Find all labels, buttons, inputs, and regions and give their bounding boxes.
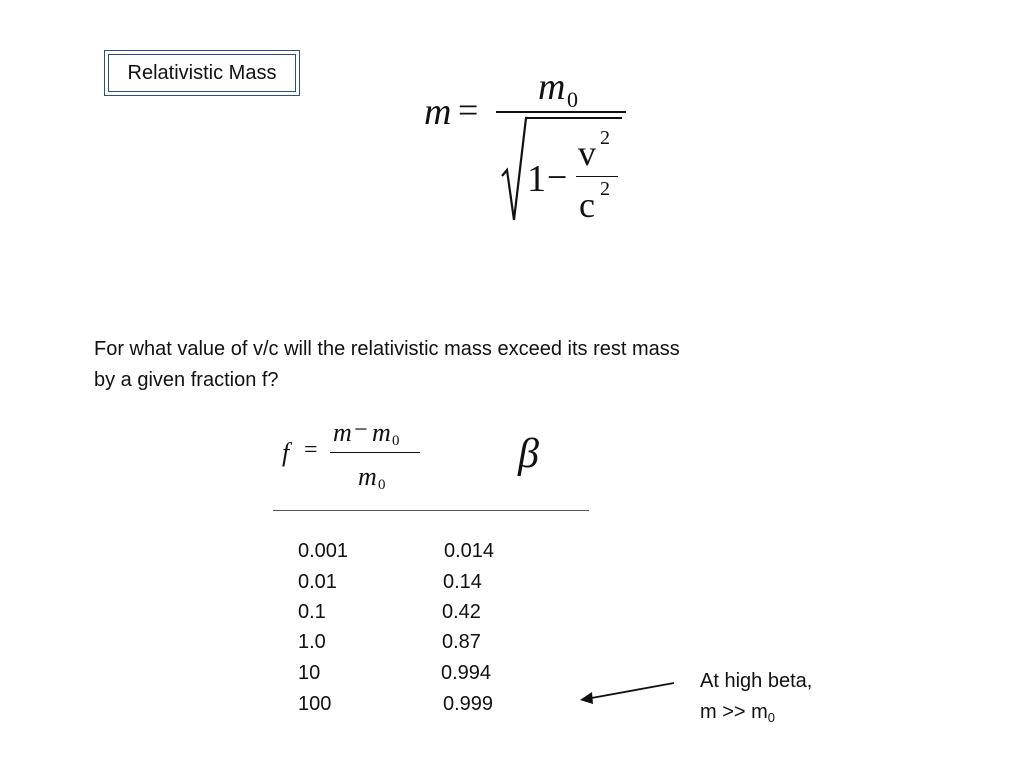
beta-symbol: β	[518, 431, 539, 477]
table-cell-f: 1.0	[298, 631, 326, 653]
note-line-1: At high beta,	[700, 670, 813, 692]
numerator-sub: 0	[567, 87, 578, 112]
note-line-2-sub: 0	[767, 710, 776, 725]
formula-lhs-m: m	[424, 91, 452, 133]
table-cell-beta: 0.14	[443, 571, 482, 593]
radicand-minus: −	[547, 157, 568, 197]
table-cell-beta: 0.87	[442, 631, 481, 653]
slide-title: Relativistic Mass	[108, 54, 296, 92]
num-m0: m	[372, 418, 391, 447]
num-minus: −	[354, 417, 368, 443]
note-line-2-main: m >> m	[700, 701, 768, 723]
table-cell-beta: 0.42	[442, 601, 481, 623]
table-cell-f: 0.001	[298, 540, 349, 562]
num-m: m	[333, 418, 352, 447]
table-cell-beta: 0.014	[444, 540, 495, 562]
high-beta-note	[700, 666, 812, 728]
arrow-icon	[574, 678, 684, 708]
radicand-one: 1	[527, 158, 546, 200]
c-exponent: 2	[600, 178, 610, 200]
f-equals: =	[304, 437, 318, 463]
formula-equals: =	[458, 90, 479, 130]
num-sub: 0	[392, 433, 400, 449]
numerator-m: m	[538, 66, 566, 108]
note-line-2	[700, 697, 812, 728]
question-line-2: by a given fraction f?	[94, 369, 279, 391]
table-cell-beta: 0.994	[441, 662, 492, 684]
v-symbol: v	[578, 133, 596, 173]
table-cell-f: 0.1	[298, 601, 326, 623]
table-cell-f: 0.01	[298, 571, 337, 593]
table-cell-f: 10	[298, 662, 321, 684]
v-exponent: 2	[600, 127, 610, 149]
table-cell-beta: 0.999	[443, 693, 494, 715]
table-cell-f: 100	[298, 693, 332, 715]
c-symbol: c	[579, 185, 595, 225]
f-symbol: f	[282, 438, 290, 467]
den-m: m	[358, 462, 377, 491]
question-line-1: For what value of v/c will the relativistic mass exceed its rest mass	[94, 338, 680, 360]
den-sub: 0	[378, 477, 386, 493]
